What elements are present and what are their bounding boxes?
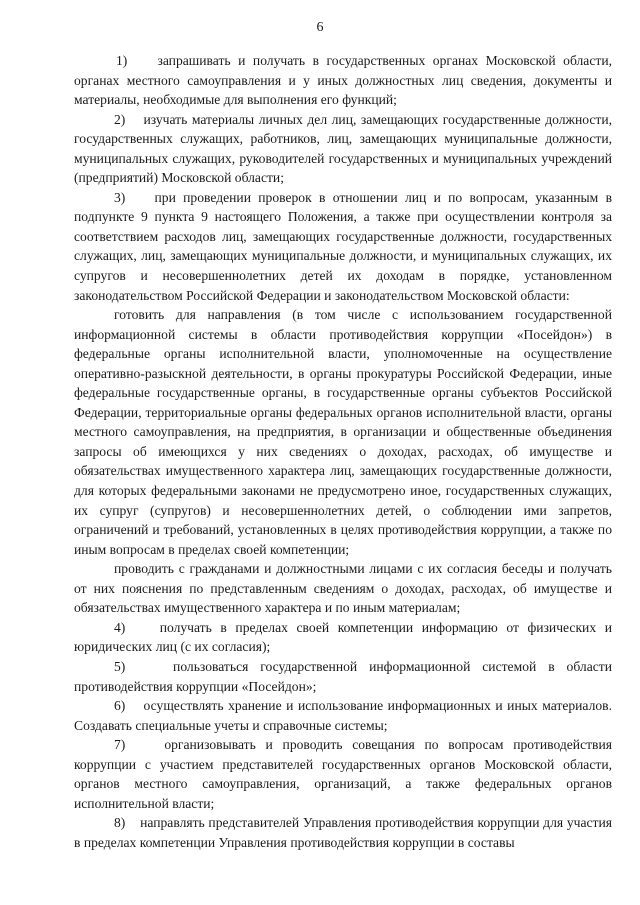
paragraph-item-7: 7) организовывать и проводить совещания по вопросам противодействия коррупции с участием представителей государственных органов Московской области, органов местного самоуправления, организаций, а также федеральных органов исполнительной власти; — [74, 737, 612, 811]
paragraph-item-6: 6) осуществлять хранение и использование информационных и иных материалов. Создавать специальные учеты и справочные системы; — [74, 698, 612, 733]
page-number: 6 — [316, 20, 324, 35]
paragraph-item-8: 8) направлять представителей Управления противодействия коррупции для участия в пределах компетенции Управления противодействия коррупции в составы — [74, 815, 612, 850]
paragraph-item-1: 1) запрашивать и получать в государственных органах Московской области, органах местного самоуправления и у иных должностных лиц сведения, документы и материалы, необходимые для выполнения его функций; — [74, 53, 612, 108]
paragraph-conduct-interviews: проводить с гражданами и должностными лицами с их согласия беседы и получать от них пояснения по представленным сведениям о доходах, расходах, об имуществе и обязательствах имущественного характера и по иным материалам; — [74, 561, 612, 616]
paragraph-item-4: 4) получать в пределах своей компетенции информацию от физических и юридических лиц (с их согласия); — [74, 619, 612, 655]
paragraph-prepare-requests: готовить для направления (в том числе с использованием государственной информационной системы в области противодействия коррупции «Посейдон») в федеральные органы исполнительной власти, уполномоченные на осуществление оперативно-разыскной деятельности, в органы прокуратуры Российской Федерации, иные федеральные государственные органы, в государственные органы субъектов Российской Федерации, территориальные органы федеральных органов исполнительной власти, органы местного самоуправления, на предприятия, в организации и общественные объединения запросы об имеющихся у них сведениях о доходах, расходах, об имуществе и обязательствах имущественного характера лиц, замещающих государственные должности, для которых федеральными законами не предусмотрено иное, государственных служащих, их супруг (супругов) и несовершеннолетних детей, о соблюдении ими запретов, ограничений и требований, установленных в целях противодействия коррупции, а также по иным вопросам в пределах своей компетенции; — [74, 307, 612, 557]
paragraph-item-2: 2) изучать материалы личных дел лиц, замещающих государственные должности, государственных служащих, работников, лиц, замещающих муниципальные должности, муниципальных служащих, руководителей государственных и муниципальных учреждений (предприятий) Московской области; — [74, 111, 612, 186]
paragraph-item-5: 5) пользоваться государственной информационной системой в области противодействия коррупции «Посейдон»; — [74, 658, 612, 694]
document-body — [74, 51, 612, 852]
paragraph-item-3: 3) при проведении проверок в отношении лиц и по вопросам, указанным в подпункте 9 пункта 9 настоящего Положения, а также при осуществлении контроля за соответствием расходов лиц, замещающих государственные должности, государственных служащих, лиц, замещающих муниципальные должности, и муниципальных служащих, их супругов и несовершеннолетних детей их доходам в порядке, установленном законодательством Российской Федерации и законодательством Московской области: — [74, 189, 612, 303]
